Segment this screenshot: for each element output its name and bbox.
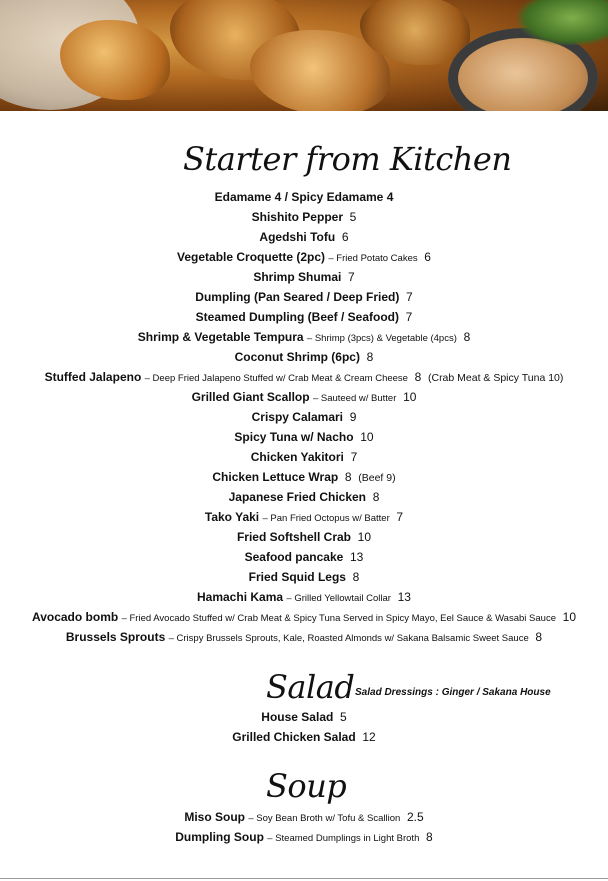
menu-item-name: Crispy Calamari [251, 410, 344, 424]
menu-item [0, 427, 608, 447]
menu-item-name: Chicken Yakitori [250, 450, 344, 464]
menu-item [0, 347, 608, 367]
menu-item-price: 9 [349, 410, 357, 424]
menu-item [0, 287, 608, 307]
menu-item-description: – Crispy Brussels Sprouts, Kale, Roasted Almonds w/ Sakana Balsamic Sweet Sauce [168, 633, 529, 644]
menu-item [0, 367, 608, 387]
menu-item-price: 8 [372, 490, 380, 504]
menu-item [0, 507, 608, 527]
menu-item-name: Steamed Dumpling (Beef / Seafood) [195, 310, 399, 324]
menu-item-price: 5 [349, 210, 357, 224]
menu-item-price: 13 [350, 550, 364, 564]
menu-item-description: – Fried Avocado Stuffed w/ Crab Meat & Spicy Tuna Served in Spicy Mayo, Eel Sauce & Wasabi Sauce [121, 613, 556, 624]
menu-item-description: – Grilled Yellowtail Collar [286, 593, 391, 604]
menu-item-price: 13 [397, 590, 411, 604]
section-title-starters: Starter from Kitchen [183, 140, 512, 178]
section-title-soup: Soup [266, 767, 347, 805]
menu-item [0, 827, 608, 847]
menu-item-description: – Steamed Dumplings in Light Broth [267, 833, 420, 844]
menu-item-name: Fried Squid Legs [248, 570, 346, 584]
menu-item-description: – Fried Potato Cakes [328, 253, 418, 264]
menu-item [0, 307, 608, 327]
menu-item-price: 7 [405, 310, 413, 324]
menu-item-price: 6 [424, 250, 431, 264]
menu-item-name: Miso Soup [184, 810, 246, 824]
menu-item [0, 467, 608, 487]
menu-item [0, 207, 608, 227]
menu-item-price: 7 [350, 450, 358, 464]
menu-item [0, 587, 608, 607]
menu-item-price: 7 [396, 510, 404, 524]
menu-item-name: Shrimp & Vegetable Tempura [137, 330, 304, 344]
divider [0, 878, 608, 879]
menu-item-name: Chicken Lettuce Wrap [212, 470, 339, 484]
menu-item [0, 727, 608, 747]
menu-item-description: – Soy Bean Broth w/ Tofu & Scallion [248, 813, 401, 824]
menu-item [0, 607, 608, 627]
menu-item-description: – Deep Fried Jalapeno Stuffed w/ Crab Meat & Cream Cheese [144, 373, 408, 384]
menu-item-price: 8 [414, 370, 422, 384]
menu-item-description: – Pan Fried Octopus w/ Batter [262, 513, 390, 524]
menu-item [0, 627, 608, 647]
menu-item-name: Spicy Tuna w/ Nacho [234, 430, 354, 444]
menu-item-price: 2.5 [406, 810, 424, 824]
menu-item-price: 8 [352, 570, 360, 584]
menu-item-name: Vegetable Croquette (2pc) [177, 250, 326, 264]
menu-item-price: 10 [357, 530, 372, 544]
menu-item [0, 187, 608, 207]
menu-item-price: 10 [403, 390, 417, 404]
menu-item-name: Shishito Pepper [251, 210, 343, 224]
menu-item-name: Tako Yaki [204, 510, 260, 524]
menu-item-name: Stuffed Jalapeno [44, 370, 142, 384]
menu-item-name: Hamachi Kama [197, 590, 284, 604]
menu-item-price: 6 [341, 230, 349, 244]
menu-item-name: Dumpling (Pan Seared / Deep Fried) [195, 290, 400, 304]
menu-item-name: Grilled Chicken Salad [232, 730, 356, 744]
menu-item-name: Avocado bomb [31, 610, 119, 624]
menu-item-price: 5 [340, 710, 347, 724]
menu-item-name: Brussels Sprouts [65, 630, 166, 644]
menu-item [0, 267, 608, 287]
menu-item-description: – Sauteed w/ Butter [312, 393, 397, 404]
menu-item [0, 387, 608, 407]
menu-item [0, 407, 608, 427]
menu-item-name: Dumpling Soup [175, 830, 264, 844]
menu-item [0, 327, 608, 347]
menu-item [0, 487, 608, 507]
menu-item-name: Japanese Fried Chicken [228, 490, 367, 504]
menu-item-price: 12 [362, 730, 376, 744]
menu-item-price: 7 [406, 290, 413, 304]
menu-item-price: 8 [426, 830, 433, 844]
menu-item-name: Seafood pancake [244, 550, 344, 564]
menu-item-name: Grilled Giant Scallop [191, 390, 310, 404]
menu-item-price: 10 [562, 610, 577, 624]
menu-item-name: Agedshi Tofu [259, 230, 336, 244]
menu-item-price: 8 [366, 350, 374, 364]
menu-item-name: House Salad [261, 710, 334, 724]
section-title-salad: Salad [266, 668, 355, 706]
menu-item-description: – Shrimp (3pcs) & Vegetable (4pcs) [306, 333, 457, 344]
menu-item-price: 8 [344, 470, 352, 484]
menu-item-extra: (Beef 9) [358, 472, 396, 484]
menu-item-price: 10 [360, 430, 374, 444]
menu-item [0, 227, 608, 247]
menu-item-price: 7 [348, 270, 355, 284]
menu-item-name: Coconut Shrimp (6pc) [234, 350, 360, 364]
salad-dressings-note: Salad Dressings : Ginger / Sakana House [355, 687, 551, 698]
menu-item-name: Edamame 4 / Spicy Edamame 4 [214, 190, 394, 204]
menu-item [0, 567, 608, 587]
menu-item [0, 707, 608, 727]
menu-item [0, 547, 608, 567]
menu-item-price: 8 [535, 630, 543, 644]
menu-item-name: Shrimp Shumai [253, 270, 342, 284]
menu-item [0, 447, 608, 467]
food-photo [0, 0, 608, 111]
menu-item-name: Fried Softshell Crab [236, 530, 351, 544]
menu-item-price: 8 [463, 330, 471, 344]
menu-item [0, 527, 608, 547]
menu-item [0, 247, 608, 267]
menu-item-extra: (Crab Meat & Spicy Tuna 10) [427, 372, 564, 384]
menu-item [0, 807, 608, 827]
